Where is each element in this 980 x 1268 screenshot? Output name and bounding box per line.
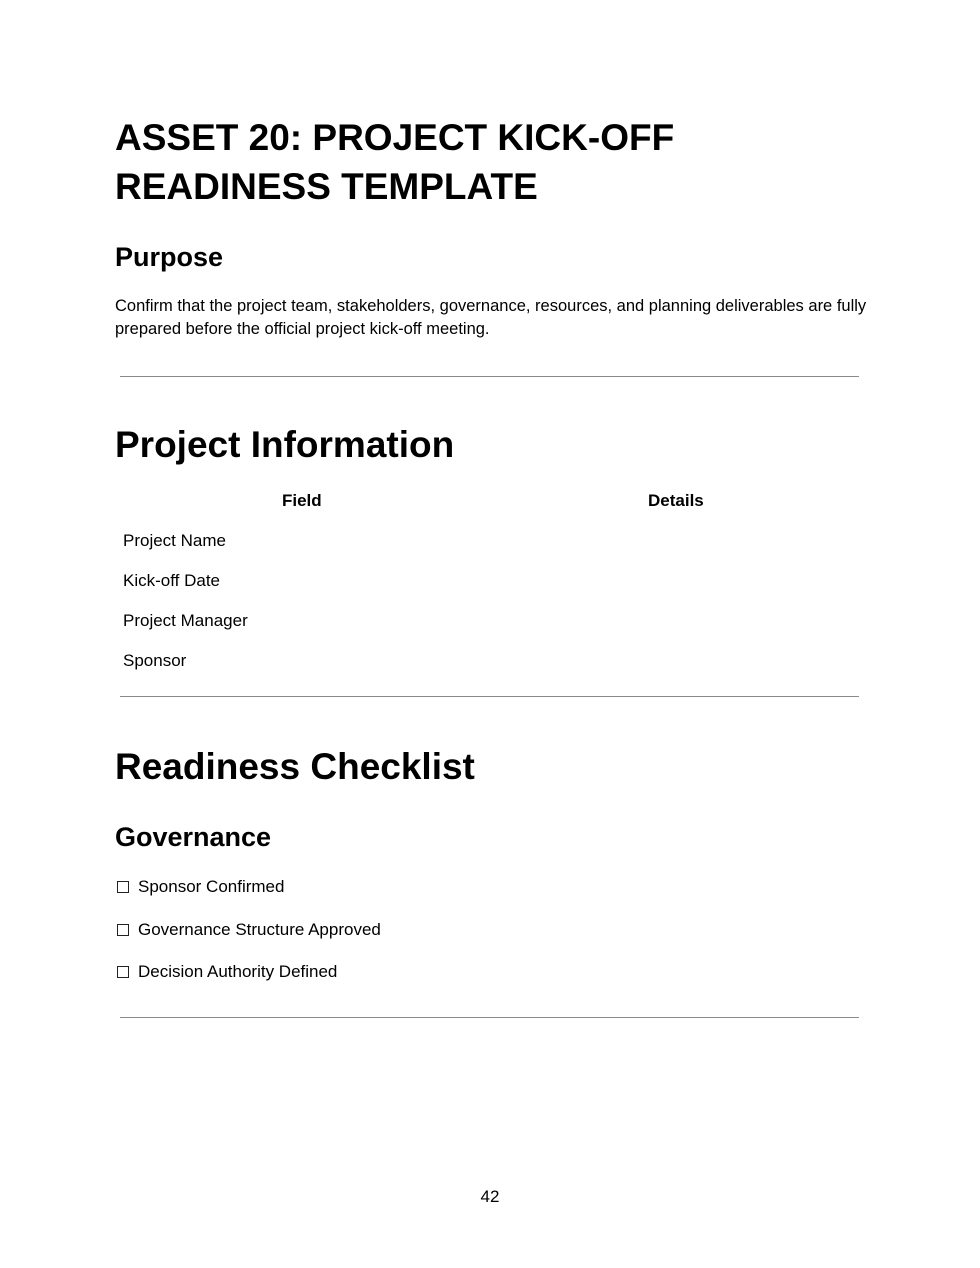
checklist-item[interactable] bbox=[115, 875, 284, 899]
table-header-details: Details bbox=[648, 491, 704, 510]
details-cell[interactable] bbox=[488, 601, 859, 641]
checklist-item-label: Governance Structure Approved bbox=[138, 920, 381, 939]
purpose-heading: Purpose bbox=[115, 242, 224, 272]
field-cell: Project Name bbox=[123, 531, 226, 550]
table-row bbox=[115, 521, 859, 561]
checkbox-icon[interactable] bbox=[117, 881, 129, 893]
section-divider bbox=[120, 376, 859, 377]
purpose-text: Confirm that the project team, stakeholders, governance, resources, and planning deliverables are fully prepared before the official project kick-off meeting. bbox=[115, 297, 867, 338]
checkbox-icon[interactable] bbox=[117, 966, 129, 978]
details-cell[interactable] bbox=[488, 641, 859, 681]
checklist-item-label: Sponsor Confirmed bbox=[138, 877, 285, 896]
table-row bbox=[115, 601, 859, 641]
section-divider bbox=[120, 1017, 859, 1018]
checklist-item-label: Decision Authority Defined bbox=[138, 962, 338, 981]
field-cell: Sponsor bbox=[123, 651, 187, 670]
checklist-item[interactable] bbox=[115, 960, 337, 984]
section-divider bbox=[120, 696, 859, 697]
field-cell: Project Manager bbox=[123, 611, 248, 630]
table-header-field: Field bbox=[282, 491, 322, 510]
governance-heading: Governance bbox=[115, 822, 272, 852]
page-number: 42 bbox=[480, 1187, 500, 1206]
details-cell[interactable] bbox=[488, 521, 859, 561]
table-row bbox=[115, 561, 859, 601]
details-cell[interactable] bbox=[488, 561, 859, 601]
checkbox-icon[interactable] bbox=[117, 924, 129, 936]
readiness-checklist-heading: Readiness Checklist bbox=[115, 746, 475, 787]
document-title: ASSET 20: PROJECT KICK-OFF READINESS TEMPLATE bbox=[115, 117, 675, 207]
field-cell: Kick-off Date bbox=[123, 571, 221, 590]
table-row bbox=[115, 641, 859, 681]
project-information-heading: Project Information bbox=[115, 424, 455, 465]
checklist-item[interactable] bbox=[115, 918, 381, 942]
